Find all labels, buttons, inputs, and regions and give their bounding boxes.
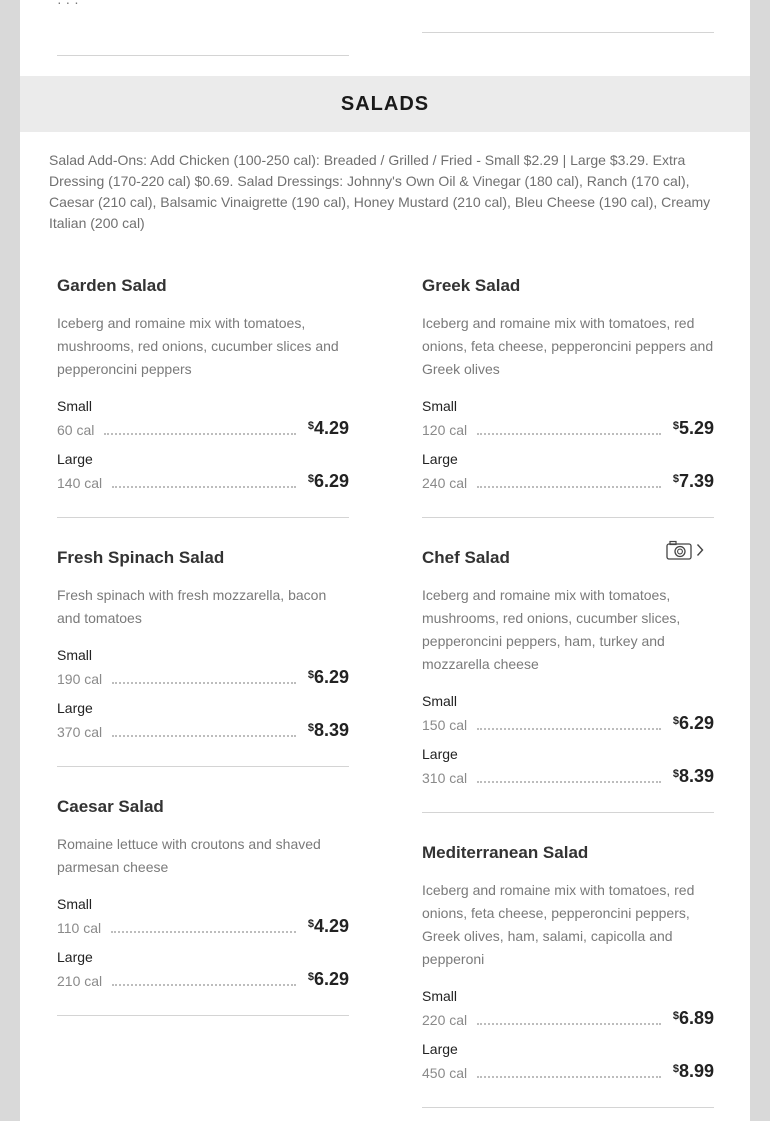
item-description: Romaine lettuce with croutons and shaved parmesan cheese: [57, 836, 321, 875]
menu-item-greek-salad[interactable]: [422, 274, 714, 494]
currency-symbol: $: [672, 768, 679, 780]
calories: 310 cal: [422, 770, 468, 786]
dot-leader: [112, 486, 296, 488]
currency-symbol: $: [307, 473, 314, 485]
dot-leader: [477, 433, 661, 435]
item-divider: [57, 766, 349, 767]
price: [673, 712, 714, 736]
dot-leader: [477, 781, 661, 783]
currency-symbol: $: [672, 715, 679, 727]
calories: 150 cal: [422, 717, 468, 733]
size-label: Small: [57, 896, 93, 912]
price-amount: 6.89: [678, 1008, 714, 1028]
calories: 220 cal: [422, 1012, 468, 1028]
item-description: Iceberg and romaine mix with tomatoes, red onions, feta cheese, pepperoncini peppers and Greek olives: [422, 315, 714, 377]
dot-leader: [477, 1076, 661, 1078]
price: [308, 470, 349, 494]
previous-item-divider-right: [422, 32, 714, 33]
price-amount: 4.29: [313, 418, 349, 438]
salad-addons-note: Salad Add-Ons: Add Chicken (100-250 cal): Breaded / Grilled / Fried - Small $2.29 | Large $3.29. Extra Dressing (170-220 cal) $0.69. Salad Dressings: Johnny's Own Oil & Vinegar (180 cal), Ranch (170 cal), Caesar (210 cal), Balsamic Vinaigrette (190 cal), Honey Mustard (210 cal), Bleu Cheese (190 cal), Creamy Italian (200 cal): [49, 152, 711, 231]
size-option-small[interactable]: [57, 646, 349, 690]
calories: 120 cal: [422, 422, 468, 438]
item-description: Iceberg and romaine mix with tomatoes, mushrooms, red onions, cucumber slices, pepperoncini peppers, ham, turkey and mozzarella cheese: [422, 587, 681, 672]
chevron-right-icon: [696, 543, 704, 562]
calories: 240 cal: [422, 475, 468, 491]
item-name: Garden Salad: [57, 276, 167, 295]
dot-leader: [111, 931, 296, 933]
calories: 210 cal: [57, 973, 103, 989]
camera-icon: [666, 540, 692, 565]
dot-leader: [477, 728, 661, 730]
calories: 370 cal: [57, 724, 103, 740]
previous-item-divider-left: [57, 55, 349, 56]
size-option-large[interactable]: [57, 699, 349, 743]
currency-symbol: $: [307, 971, 314, 983]
price-amount: 4.29: [313, 916, 349, 936]
size-option-small[interactable]: [57, 895, 349, 939]
item-description: Fresh spinach with fresh mozzarella, bacon and tomatoes: [57, 587, 327, 626]
size-label: Small: [422, 988, 458, 1004]
size-label: Large: [422, 451, 458, 467]
view-photo-button[interactable]: [666, 540, 704, 565]
menu-page: [20, 0, 750, 1121]
dot-leader: [112, 984, 296, 986]
calories: 60 cal: [57, 422, 95, 438]
price-amount: 6.29: [313, 969, 349, 989]
price: [308, 666, 349, 690]
size-option-small[interactable]: [422, 397, 714, 441]
price: [673, 1007, 714, 1031]
currency-symbol: $: [672, 473, 679, 485]
size-label: Small: [57, 398, 93, 414]
price-amount: 6.29: [678, 713, 714, 733]
price-amount: 8.39: [313, 720, 349, 740]
currency-symbol: $: [307, 669, 314, 681]
item-name: Greek Salad: [422, 276, 521, 295]
menu-item-mediterranean-salad[interactable]: [422, 841, 714, 1084]
size-option-large[interactable]: [57, 450, 349, 494]
calories: 140 cal: [57, 475, 103, 491]
currency-symbol: $: [307, 918, 314, 930]
dot-leader: [112, 682, 296, 684]
item-name: Caesar Salad: [57, 797, 164, 816]
price: [673, 417, 714, 441]
item-name: Mediterranean Salad: [422, 843, 589, 862]
section-title: SALADS: [340, 92, 430, 115]
item-divider: [422, 517, 714, 518]
item-divider: [422, 1107, 714, 1108]
menu-item-caesar-salad[interactable]: [57, 795, 349, 992]
item-name: Fresh Spinach Salad: [57, 548, 225, 567]
item-name: Chef Salad: [422, 548, 510, 567]
price: [673, 1060, 714, 1084]
dot-leader: [112, 735, 296, 737]
item-description: Iceberg and romaine mix with tomatoes, mushrooms, red onions, cucumber slices and pepperoncini peppers: [57, 315, 339, 377]
menu-item-chef-salad[interactable]: [422, 546, 714, 789]
size-label: Small: [57, 647, 93, 663]
currency-symbol: $: [307, 420, 314, 432]
price: [308, 417, 349, 441]
size-option-large[interactable]: [422, 1040, 714, 1084]
price-amount: 6.29: [313, 667, 349, 687]
size-option-small[interactable]: [422, 987, 714, 1031]
size-option-small[interactable]: [57, 397, 349, 441]
price: [308, 915, 349, 939]
price-amount: 8.39: [678, 766, 714, 786]
menu-item-fresh-spinach-salad[interactable]: [57, 546, 349, 743]
price-amount: 7.39: [678, 471, 714, 491]
size-label: Large: [422, 746, 458, 762]
currency-symbol: $: [672, 420, 679, 432]
currency-symbol: $: [672, 1063, 679, 1075]
price-amount: 5.29: [678, 418, 714, 438]
item-divider: [57, 1015, 349, 1016]
price: [308, 719, 349, 743]
size-option-large[interactable]: [57, 948, 349, 992]
section-header: [20, 76, 750, 132]
currency-symbol: $: [307, 722, 314, 734]
size-label: Large: [57, 949, 93, 965]
price-amount: 8.99: [678, 1061, 714, 1081]
previous-item-remnant: · · ·: [57, 0, 79, 10]
size-label: Small: [422, 693, 458, 709]
price-amount: 6.29: [313, 471, 349, 491]
price: [673, 470, 714, 494]
menu-item-garden-salad[interactable]: [57, 274, 349, 494]
size-label: Large: [422, 1041, 458, 1057]
item-divider: [57, 517, 349, 518]
dot-leader: [477, 1023, 661, 1025]
dot-leader: [477, 486, 661, 488]
dot-leader: [104, 433, 295, 435]
size-label: Small: [422, 398, 458, 414]
calories: 450 cal: [422, 1065, 468, 1081]
size-label: Large: [57, 700, 93, 716]
size-option-large[interactable]: [422, 745, 714, 789]
size-label: Large: [57, 451, 93, 467]
currency-symbol: $: [672, 1010, 679, 1022]
size-option-small[interactable]: [422, 692, 714, 736]
item-divider: [422, 812, 714, 813]
item-description: Iceberg and romaine mix with tomatoes, red onions, feta cheese, pepperoncini peppers, Greek olives, ham, salami, capicolla and pepperoni: [422, 882, 695, 967]
size-option-large[interactable]: [422, 450, 714, 494]
price: [308, 968, 349, 992]
calories: 110 cal: [57, 920, 102, 936]
price: [673, 765, 714, 789]
calories: 190 cal: [57, 671, 103, 687]
